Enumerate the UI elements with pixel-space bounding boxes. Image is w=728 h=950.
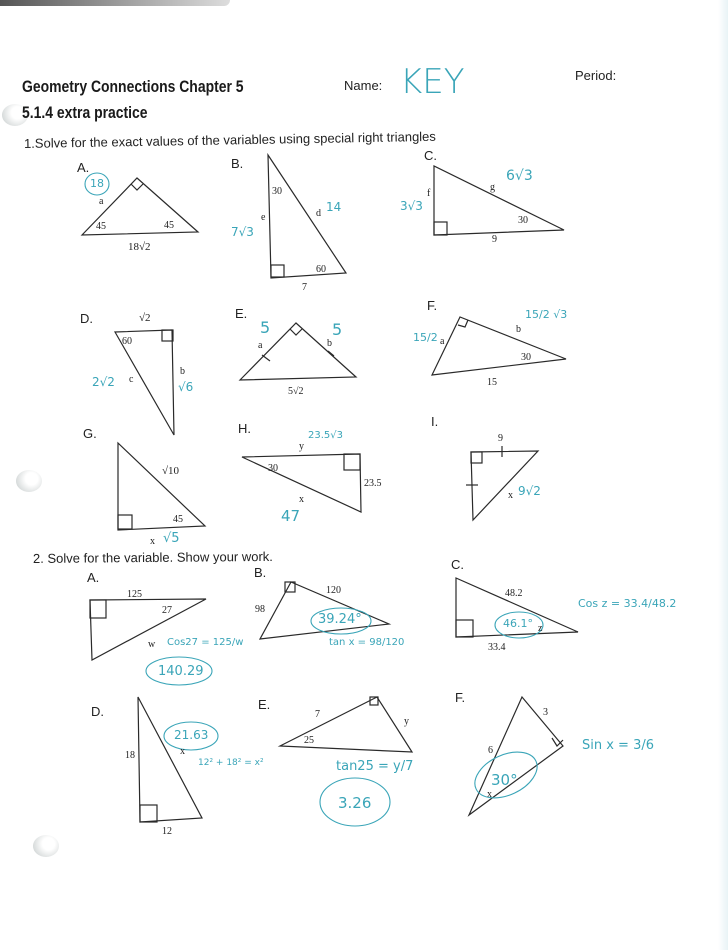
side-label: 98 <box>255 604 265 615</box>
angle-label: 30 <box>518 215 528 226</box>
answer-1c-f: 3√3 <box>400 199 423 213</box>
answer-1f-b: 15/2 √3 <box>525 308 568 321</box>
answer-2c: 46.1° <box>503 617 533 630</box>
side-label: 9 <box>492 234 497 245</box>
answer-2a: 140.29 <box>158 664 204 679</box>
side-label: x <box>508 490 513 501</box>
work-2e: tan25 = y/7 <box>336 759 414 774</box>
answer-1g-x: √5 <box>163 531 180 546</box>
side-label: y <box>404 716 409 727</box>
side-label: a <box>258 340 263 351</box>
side-label: y <box>299 441 304 452</box>
answer-1h-y: 23.5√3 <box>308 430 343 441</box>
side-label: w <box>148 639 156 650</box>
side-label: 5√2 <box>288 386 304 397</box>
problem-2f-label: F. <box>455 690 466 705</box>
answer-2b: 39.24° <box>318 612 362 627</box>
problem-1a-label: A. <box>77 160 90 175</box>
side-label: 12 <box>162 826 172 837</box>
angle-label: 30 <box>272 186 282 197</box>
side-label: g <box>490 182 495 193</box>
answer-2d: 21.63 <box>174 728 209 742</box>
side-label: 15 <box>487 377 497 388</box>
work-2b: tan x = 98/120 <box>329 637 405 648</box>
work-2c: Cos z = 33.4/48.2 <box>578 597 677 610</box>
side-label: 6 <box>488 745 493 756</box>
answer-1b-d: 14 <box>326 200 342 214</box>
work-2f: Sin x = 3/6 <box>582 738 655 753</box>
problem-1g-label: G. <box>83 426 97 441</box>
side-label: 33.4 <box>488 642 506 653</box>
worksheet-subtitle: 5.1.4 extra practice <box>22 103 148 122</box>
problem-1c-label: C. <box>424 148 437 163</box>
angle-label: 30 <box>268 463 278 474</box>
answer-1i-x: 9√2 <box>518 484 541 498</box>
side-label: 3 <box>543 707 548 718</box>
angle-label: x <box>487 789 492 800</box>
problem-1b-label: B. <box>231 156 244 171</box>
work-2a: Cos27 = 125/w <box>167 637 244 648</box>
name-label: Name: <box>344 78 383 93</box>
section1-instruction: 1.Solve for the exact values of the variables using special right triangles <box>23 128 436 151</box>
side-label: 9 <box>498 433 503 444</box>
angle-label: 45 <box>164 220 174 231</box>
side-label: a <box>99 196 104 207</box>
answer-2e: 3.26 <box>338 794 372 812</box>
answer-1f-a: 15/2 <box>413 331 438 344</box>
angle-label: 45 <box>173 514 183 525</box>
side-label: 120 <box>326 585 341 596</box>
problem-2d-label: D. <box>91 704 104 719</box>
side-label: d <box>316 208 321 219</box>
side-label: x <box>299 494 304 505</box>
side-label: f <box>427 188 431 199</box>
side-label: c <box>129 374 134 385</box>
side-label: 18√2 <box>128 241 151 253</box>
side-label: e <box>261 212 266 223</box>
problem-2b-label: B. <box>254 565 267 580</box>
angle-label: 45 <box>96 221 106 232</box>
answer-1b-e: 7√3 <box>231 225 254 239</box>
answer-1e-a: 5 <box>260 318 271 337</box>
side-label: √10 <box>162 465 180 477</box>
angle-label: 60 <box>316 264 326 275</box>
answer-2f: 30° <box>491 771 518 789</box>
period-label: Period: <box>575 68 617 83</box>
side-label: 125 <box>127 589 142 600</box>
answer-1a: 18 <box>90 177 104 190</box>
answer-1c-g: 6√3 <box>506 168 533 184</box>
side-label: b <box>516 324 521 335</box>
work-2d: 12² + 18² = x² <box>198 758 264 768</box>
angle-label: 27 <box>162 605 172 616</box>
problem-1i-label: I. <box>431 414 439 429</box>
side-label: b <box>327 338 332 349</box>
side-label: 7 <box>302 282 307 293</box>
side-label: x <box>150 536 155 547</box>
side-label: x <box>180 746 185 757</box>
side-label: b <box>180 366 185 377</box>
answer-1d-b: √6 <box>178 380 194 394</box>
answer-1h-x: 47 <box>281 507 301 525</box>
problem-2a-label: A. <box>87 570 100 585</box>
side-label: a <box>440 336 445 347</box>
side-label: 48.2 <box>505 588 523 599</box>
problem-1e-label: E. <box>235 306 248 321</box>
side-label: 7 <box>315 709 320 720</box>
problem-2c-label: C. <box>451 557 464 572</box>
side-label: 18 <box>125 750 135 761</box>
angle-label: 25 <box>304 735 314 746</box>
worksheet-title: Geometry Connections Chapter 5 <box>22 77 244 96</box>
problem-2e-label: E. <box>258 697 271 712</box>
angle-label: z <box>538 623 543 634</box>
section2-instruction: 2. Solve for the variable. Show your work. <box>32 548 273 566</box>
answer-1d-c: 2√2 <box>92 375 115 389</box>
side-label: √2 <box>139 312 151 324</box>
side-label: 23.5 <box>364 478 382 489</box>
name-value: KEY <box>400 62 465 102</box>
problem-1d-label: D. <box>80 311 93 326</box>
answer-1e-b: 5 <box>332 320 343 339</box>
problem-1h-label: H. <box>238 421 251 436</box>
angle-label: 30 <box>521 352 531 363</box>
problem-1f-label: F. <box>427 298 438 313</box>
angle-label: 60 <box>122 336 132 347</box>
